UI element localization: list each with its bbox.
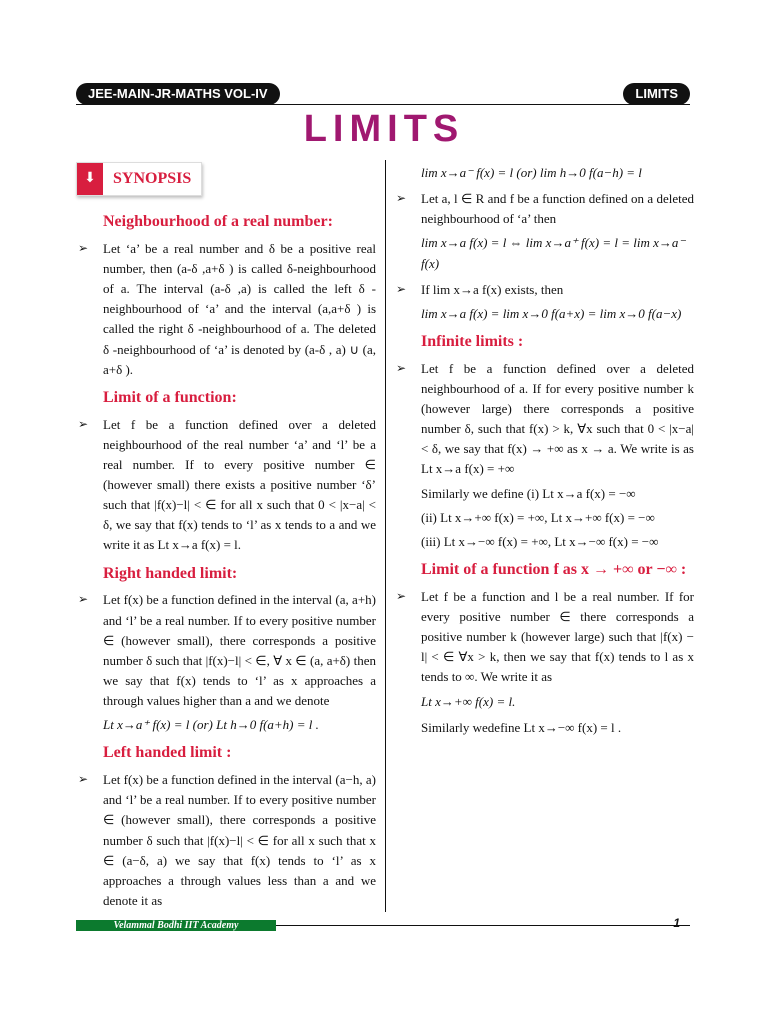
- column-divider: [385, 160, 386, 912]
- paragraph: Let f be a function and l be a real number. If for every positive number ∈ there corresponds a positive number k (however large) such that |f(x) − l| < ∈ ∀x > k, then we say that f(x) tends to l as x tends to ∞. We write it as: [421, 588, 694, 685]
- section-heading-limit-infinity: Limit of a function f as x → +∞ or −∞ :: [421, 561, 687, 579]
- bullet-item: [76, 239, 376, 380]
- synopsis-label: SYNOPSIS: [113, 169, 192, 187]
- formula-line: Similarly wedefine Lt x→−∞ f(x) = l .: [421, 719, 622, 735]
- bullet-item: [394, 189, 694, 229]
- page-number: 1: [673, 916, 680, 930]
- bullet-item: [394, 359, 694, 480]
- arrow-bullet-icon: ➢: [78, 416, 89, 431]
- header-chapter-label: LIMITS: [623, 83, 690, 105]
- arrow-bullet-icon: ➢: [396, 360, 407, 375]
- footer-rule: [276, 925, 690, 926]
- section-heading-infinite-limits: Infinite limits :: [421, 332, 524, 350]
- bullet-item: [394, 587, 694, 688]
- section-heading-left-limit: Left handed limit :: [103, 744, 232, 762]
- header-rule: [76, 104, 690, 105]
- download-arrow-icon: ⬇: [77, 163, 103, 195]
- paragraph: Let f be a function defined over a deleted neighbourhood of the real number ‘a’ and ‘l’ be a real number. If to every positive number ∈ (however small) there exists a positive number ‘δ’ such that |f(x)−l| < ∈ for all x such that 0 < |x−a| < δ, we say that f(x) tends to ‘l’ as x tends to a and we write it as Lt x→a f(x) = l.: [103, 416, 376, 553]
- formula: lim x→a f(x) = l ⇔ lim x→a⁺ f(x) = l = lim x→a⁻ f(x): [421, 235, 686, 271]
- paragraph: Let ‘a’ be a real number and δ be a positive real number, then (a-δ ,a+δ ) is called δ-neighbourhood of a. The interval (a-δ ,a) is called the left δ - neighbourhood of ‘a’ and the interval (a,a+δ ) is called the right δ -neighbourhood of a. The deleted δ -neighbourhood of ‘a’ is denoted by (a-δ , a) ∪ (a, a+δ ).: [103, 240, 376, 377]
- arrow-bullet-icon: ➢: [396, 191, 407, 206]
- paragraph: Let f(x) be a function defined in the interval (a, a+h) and ‘l’ be a real number. If to every positive number ∈ (however small), there corresponds a positive number δ such that |f(x)−l| < ∈, ∀ x ∈ (a, a+δ) then we say that f(x) tends to ‘l’ as x approaches a through values higher than a and we denote: [103, 592, 376, 709]
- paragraph: Let f be a function defined over a deleted neighbourhood of a. If for every positive number k (however large) there corresponds a positive number δ, such that f(x) > k, ∀x such that 0 < |x−a| < δ, we say that f(x) → +∞ as x → a. We write is as Lt x→a f(x) = +∞: [421, 360, 694, 477]
- formula: Lt x→+∞ f(x) = l.: [421, 693, 516, 709]
- arrow-bullet-icon: ➢: [78, 772, 89, 787]
- arrow-bullet-icon: ➢: [78, 240, 89, 255]
- paragraph: Let a, l ∈ R and f be a function defined on a deleted neighbourhood of ‘a’ then: [421, 191, 694, 227]
- section-heading-limit-function: Limit of a function:: [103, 388, 237, 406]
- page-title: LIMITS: [303, 108, 465, 150]
- formula-line: (ii) Lt x→+∞ f(x) = +∞, Lt x→+∞ f(x) = −∞: [421, 509, 655, 525]
- formula: lim x→a⁻ f(x) = l (or) lim h→0 f(a−h) = l: [421, 165, 642, 180]
- section-heading-neighbourhood: Neighbourhood of a real number:: [103, 213, 333, 230]
- formula-line: (iii) Lt x→−∞ f(x) = +∞, Lt x→−∞ f(x) = −∞: [421, 533, 659, 549]
- footer-academy: Velammal Bodhi IIT Academy: [76, 920, 276, 931]
- formula: lim x→a f(x) = lim x→0 f(a+x) = lim x→0 f(a−x): [421, 305, 682, 321]
- right-column: [394, 160, 694, 742]
- formula: Lt x→a⁺ f(x) = l (or) Lt h→0 f(a+h) = l .: [103, 717, 319, 733]
- left-column: [76, 160, 376, 915]
- bullet-item: [76, 770, 376, 911]
- arrow-bullet-icon: ➢: [396, 588, 407, 603]
- arrow-bullet-icon: ➢: [396, 281, 407, 296]
- formula-line: Similarly we define (i) Lt x→a f(x) = −∞: [421, 485, 636, 501]
- header-book-label: JEE-MAIN-JR-MATHS VOL-IV: [76, 83, 280, 105]
- bullet-item: [394, 280, 694, 300]
- paragraph: Let f(x) be a function defined in the interval (a−h, a) and ‘l’ be a real number. If to every positive number ∈ (however small), there corresponds a positive number δ such that |f(x)−l| < ∈ for all x such that x ∈ (a−δ, a) we say that f(x) tends to ‘l’ as x approaches a through values less than a and we denote it as: [103, 772, 376, 908]
- paragraph: If lim x→a f(x) exists, then: [421, 281, 564, 297]
- bullet-item: [76, 415, 376, 556]
- synopsis-banner: [76, 162, 202, 196]
- bullet-item: [76, 590, 376, 711]
- section-heading-right-limit: Right handed limit:: [103, 564, 238, 582]
- arrow-bullet-icon: ➢: [78, 592, 89, 607]
